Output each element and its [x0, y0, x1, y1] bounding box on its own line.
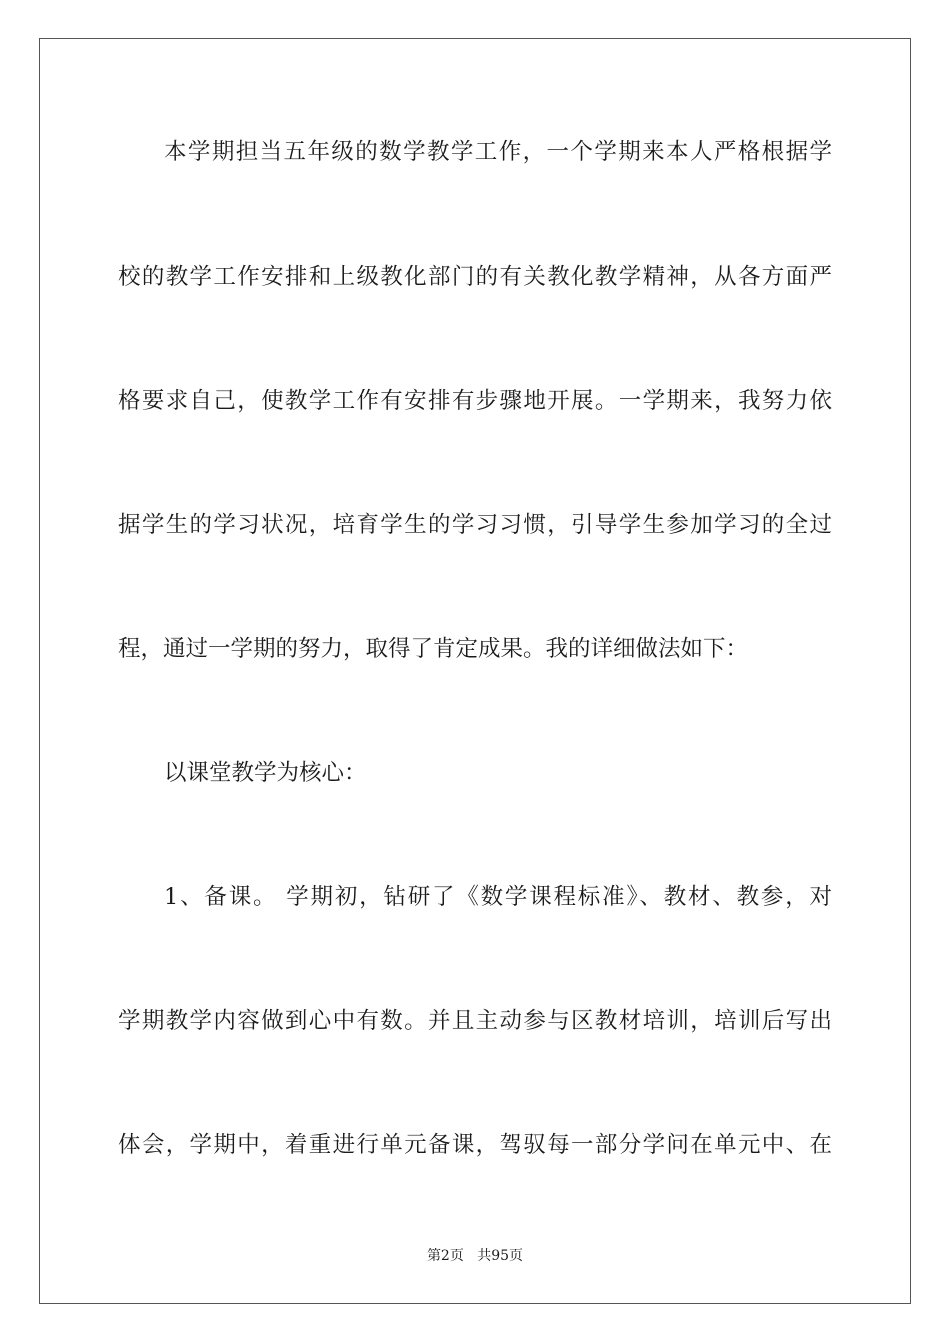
- paragraph-line-5: 程，通过一学期的努力，取得了肯定成果。我的详细做法如下：: [118, 636, 749, 662]
- paragraph-line-7: 1、备课。 学期初，钻研了《数学课程标准》、教材、教参，对: [164, 884, 832, 910]
- page-total: 共95页: [477, 1248, 524, 1264]
- section-heading: 以课堂教学为核心：: [164, 760, 367, 786]
- paragraph-line-9: 体会，学期中，着重进行单元备课，驾驭每一部分学问在单元中、在: [118, 1132, 832, 1158]
- paragraph-line-1: 本学期担当五年级的数学教学工作，一个学期来本人严格根据学: [164, 139, 832, 165]
- paragraph-line-8: 学期教学内容做到心中有数。并且主动参与区教材培训，培训后写出: [118, 1008, 832, 1034]
- paragraph-line-2: 校的教学工作安排和上级教化部门的有关教化教学精神，从各方面严: [118, 264, 832, 290]
- paragraph-line-4: 据学生的学习状况，培育学生的学习习惯，引导学生参加学习的全过: [118, 512, 832, 538]
- page-footer: [0, 1246, 950, 1266]
- page-number: 第2页: [426, 1248, 464, 1264]
- paragraph-line-3: 格要求自己，使教学工作有安排有步骤地开展。一学期来，我努力依: [118, 388, 832, 414]
- page-border: [39, 38, 911, 1304]
